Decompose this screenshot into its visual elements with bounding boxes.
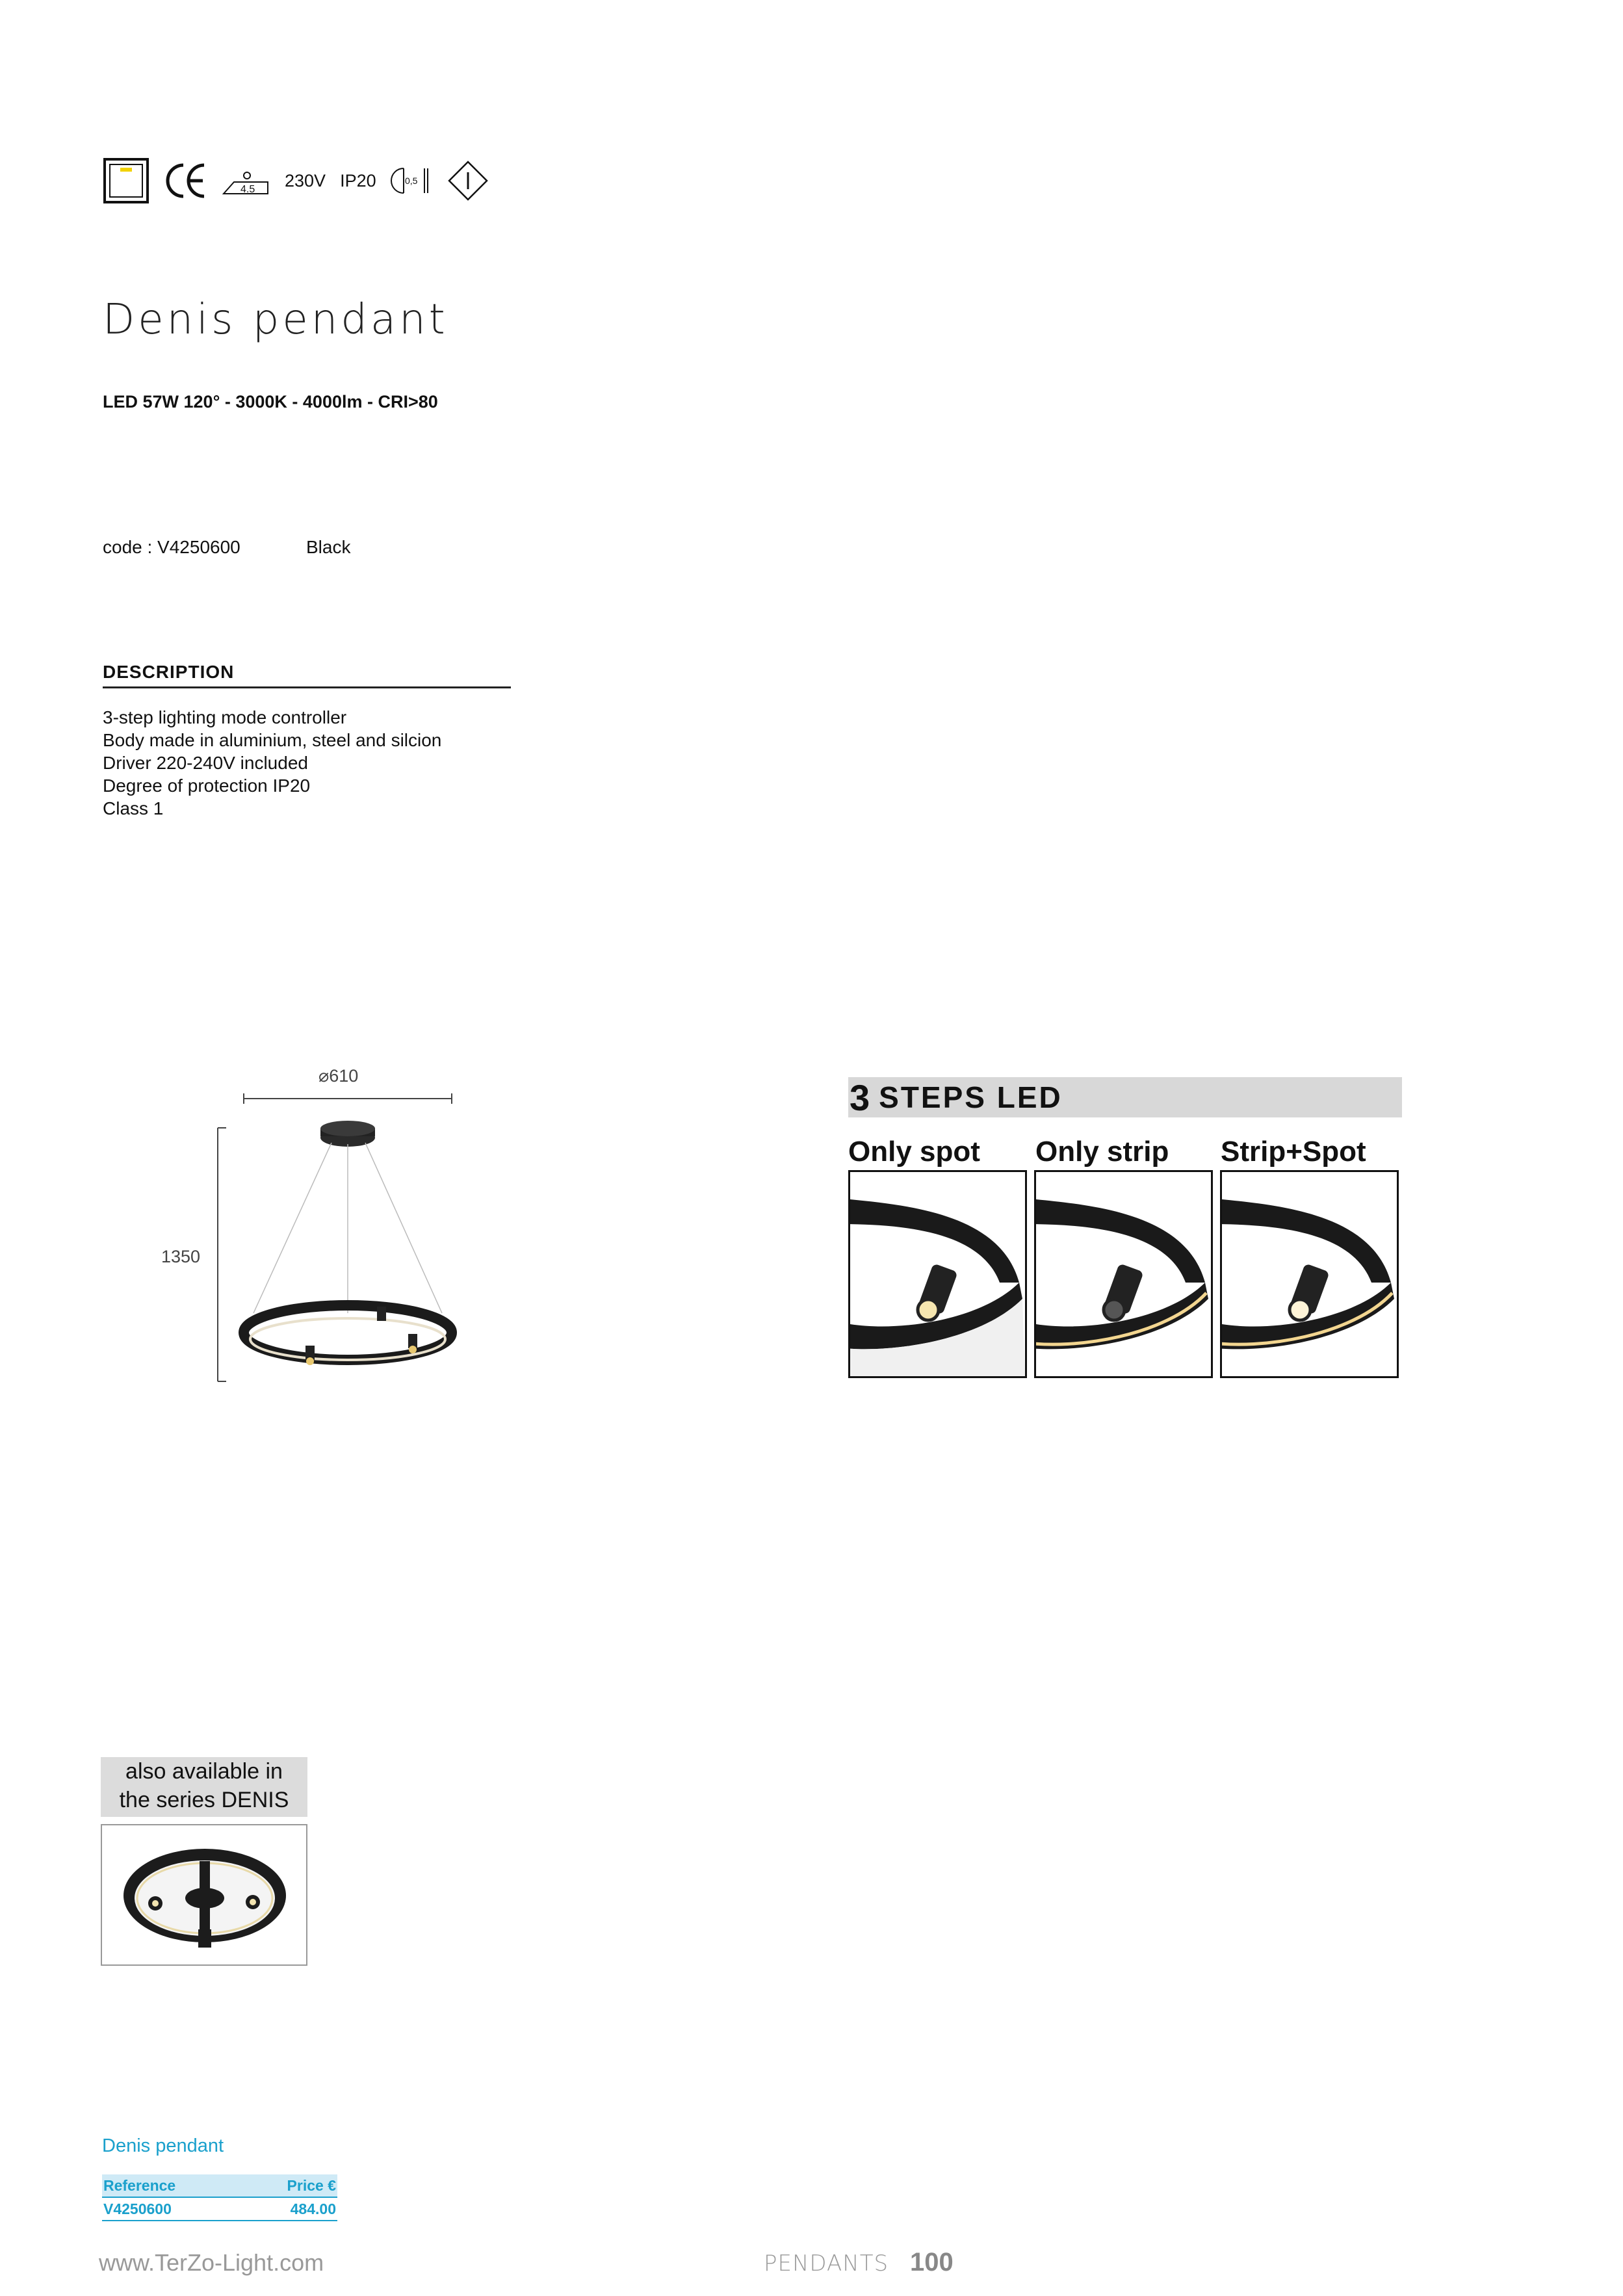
description-line: 3-step lighting mode controller [103, 707, 347, 727]
also-available-line-1: also available in [125, 1759, 283, 1784]
product-spec: LED 57W 120° - 3000K - 4000lm - CRI>80 [103, 392, 438, 411]
driver-value: 0,5 [404, 176, 418, 186]
mode-label-strip-spot: Strip+Spot [1221, 1136, 1366, 1168]
dimmer-icon [391, 164, 432, 197]
description-line: Driver 220-240V included [103, 753, 308, 773]
table-row [102, 2198, 337, 2221]
related-product-image [101, 1824, 307, 1966]
mode-image-spot [848, 1170, 1027, 1378]
installation-distance-icon [221, 163, 270, 199]
page-title: Denis pendant [103, 296, 448, 344]
ip-rating-label: IP20 [340, 170, 376, 190]
ce-mark-icon [164, 161, 207, 200]
mode-image-strip [1034, 1170, 1213, 1378]
description-list [103, 706, 441, 820]
header-price: Price € [287, 2176, 336, 2194]
class-1-icon [103, 157, 149, 204]
height-dimension: 1350 [161, 1247, 201, 1266]
price-table-header [102, 2174, 337, 2198]
description-line: Body made in aluminium, steel and silcion [103, 730, 442, 750]
steps-number: 3 [850, 1076, 870, 1118]
mode-label-spot: Only spot [848, 1136, 980, 1168]
footer-website: www.TerZo-Light.com [99, 2249, 324, 2276]
also-available-label [101, 1757, 307, 1817]
row-reference: V4250600 [103, 2200, 172, 2217]
voltage-label: 230V [285, 170, 326, 190]
header-reference: Reference [103, 2176, 176, 2194]
mode-label-strip: Only strip [1035, 1136, 1169, 1168]
steps-title: STEPS LED [879, 1080, 1063, 1114]
distance-value: 4.5 [240, 184, 255, 195]
price-table-title: Denis pendant [102, 2135, 224, 2156]
description-line: Class 1 [103, 798, 164, 818]
page-number: 100 [910, 2248, 954, 2276]
footer-section: PENDANTS [764, 2250, 889, 2276]
price-table [102, 2174, 337, 2221]
technical-drawing [156, 1053, 468, 1391]
mode-image-strip-spot [1220, 1170, 1399, 1378]
driver-diamond-icon [447, 159, 489, 202]
diameter-dimension: ⌀610 [318, 1066, 359, 1086]
description-heading: DESCRIPTION [103, 662, 511, 688]
product-color: Black [306, 537, 351, 557]
row-price: 484.00 [290, 2200, 336, 2217]
also-available-line-2: the series DENIS [119, 1788, 289, 1812]
steps-led-header [848, 1077, 1402, 1117]
description-line: Degree of protection IP20 [103, 776, 311, 796]
certification-icons [103, 155, 489, 207]
product-code: code : V4250600 [103, 537, 240, 557]
